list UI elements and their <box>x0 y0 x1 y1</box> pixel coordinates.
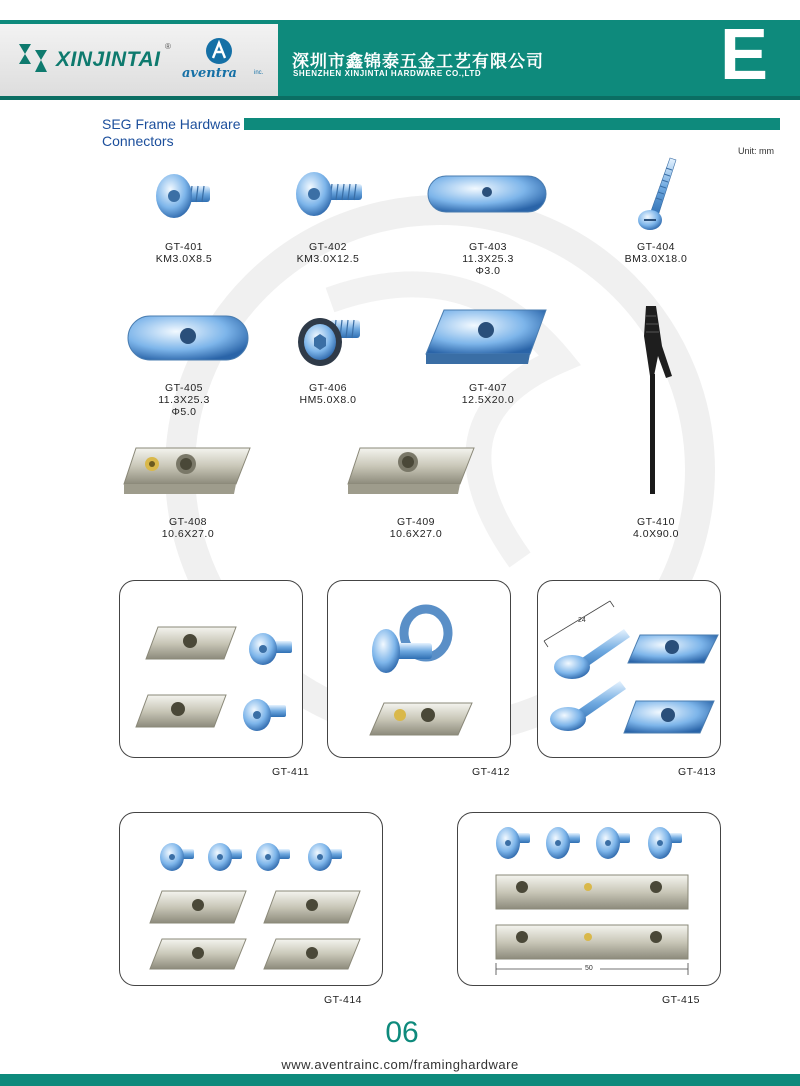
company-name-chinese: 深圳市鑫锦泰五金工艺有限公司 <box>292 52 544 71</box>
gt-413-label: GT-413 <box>678 766 717 778</box>
gt-409-image <box>346 444 476 496</box>
item-code: GT-401 <box>164 241 204 253</box>
gt-411-image <box>120 581 304 759</box>
section-title-line1: SEG Frame Hardware <box>102 116 241 132</box>
item-code: GT-410 <box>636 516 676 528</box>
item-size: KM3.0X8.5 <box>155 253 213 265</box>
gt-415-label: GT-415 <box>662 994 701 1006</box>
gt-403-caption <box>418 241 558 277</box>
gt-415-image <box>458 813 722 987</box>
gt-413-box <box>537 580 721 758</box>
gt-406-image <box>296 308 368 370</box>
gt-412-box <box>327 580 511 758</box>
item-code: GT-407 <box>468 382 508 394</box>
footer-url[interactable]: www.aventrainc.com/framinghardware <box>281 1057 519 1072</box>
item-code: GT-408 <box>168 516 208 528</box>
gt-405-image <box>126 312 252 364</box>
gt-414-label: GT-414 <box>324 994 363 1006</box>
gt-403-image <box>426 172 550 216</box>
item-size: KM3.0X12.5 <box>296 253 360 265</box>
gt-401-image <box>150 168 216 224</box>
item-diameter: Φ3.0 <box>475 265 501 277</box>
header-bottom-rule <box>0 96 800 100</box>
gt-405-caption <box>114 382 254 418</box>
item-size: 10.6X27.0 <box>389 528 443 540</box>
item-size: BM3.0X18.0 <box>624 253 688 265</box>
gt-415-box <box>457 812 721 986</box>
gt-402-image <box>290 166 368 222</box>
item-code: GT-403 <box>468 241 508 253</box>
gt-410-image <box>632 306 678 494</box>
footer-bar <box>0 1074 800 1086</box>
item-code: GT-405 <box>164 382 204 394</box>
gt-411-box <box>119 580 303 758</box>
item-code: GT-409 <box>396 516 436 528</box>
gt-402-caption <box>258 241 398 265</box>
item-size: 11.3X25.3 <box>462 253 514 265</box>
aventra-inc: inc. <box>254 70 264 76</box>
section-title-line2: Connectors <box>102 133 174 149</box>
gt-408-image <box>122 444 252 496</box>
gt-404-image <box>630 154 680 234</box>
aventra-logo-text: aventra <box>182 66 237 81</box>
item-diameter: Φ5.0 <box>171 406 197 418</box>
page-number: 06 <box>385 1016 419 1049</box>
gt-406-caption <box>258 382 398 406</box>
item-code: GT-404 <box>636 241 676 253</box>
gt-415-dimension: 50 <box>585 965 593 972</box>
gt-414-box <box>119 812 383 986</box>
item-size: 10.6X27.0 <box>161 528 215 540</box>
gt-414-image <box>120 813 384 987</box>
gt-413-image <box>538 581 722 759</box>
page-header <box>0 0 800 100</box>
category-letter: E <box>719 15 769 95</box>
gt-412-image <box>328 581 512 759</box>
aventra-logo-icon <box>204 36 234 66</box>
section-title-bar <box>244 118 780 130</box>
gt-410-caption <box>586 516 726 540</box>
registered-mark: ® <box>165 42 171 51</box>
gt-412-label: GT-412 <box>472 766 511 778</box>
section-title <box>102 116 240 150</box>
company-name-english: SHENZHEN XINJINTAI HARDWARE CO.,LTD <box>293 69 482 78</box>
gt-401-caption <box>114 241 254 265</box>
gt-408-caption <box>118 516 258 540</box>
gt-407-image <box>424 306 550 368</box>
gt-404-caption <box>586 241 726 265</box>
item-size: 4.0X90.0 <box>632 528 680 540</box>
item-code: GT-406 <box>308 382 348 394</box>
header-top-rule <box>0 20 800 24</box>
item-size: 11.3X25.3 <box>158 394 210 406</box>
item-size: 12.5X20.0 <box>461 394 515 406</box>
gt-407-caption <box>418 382 558 406</box>
unit-note: Unit: mm <box>738 146 774 156</box>
gt-409-caption <box>346 516 486 540</box>
gt-411-label: GT-411 <box>272 766 310 778</box>
xinjintai-logo-icon <box>16 40 50 76</box>
xinjintai-logo-text: XINJINTAI <box>56 48 161 71</box>
item-code: GT-402 <box>308 241 348 253</box>
gt-413-dimension: 24 <box>578 617 586 624</box>
item-size: HM5.0X8.0 <box>299 394 357 406</box>
